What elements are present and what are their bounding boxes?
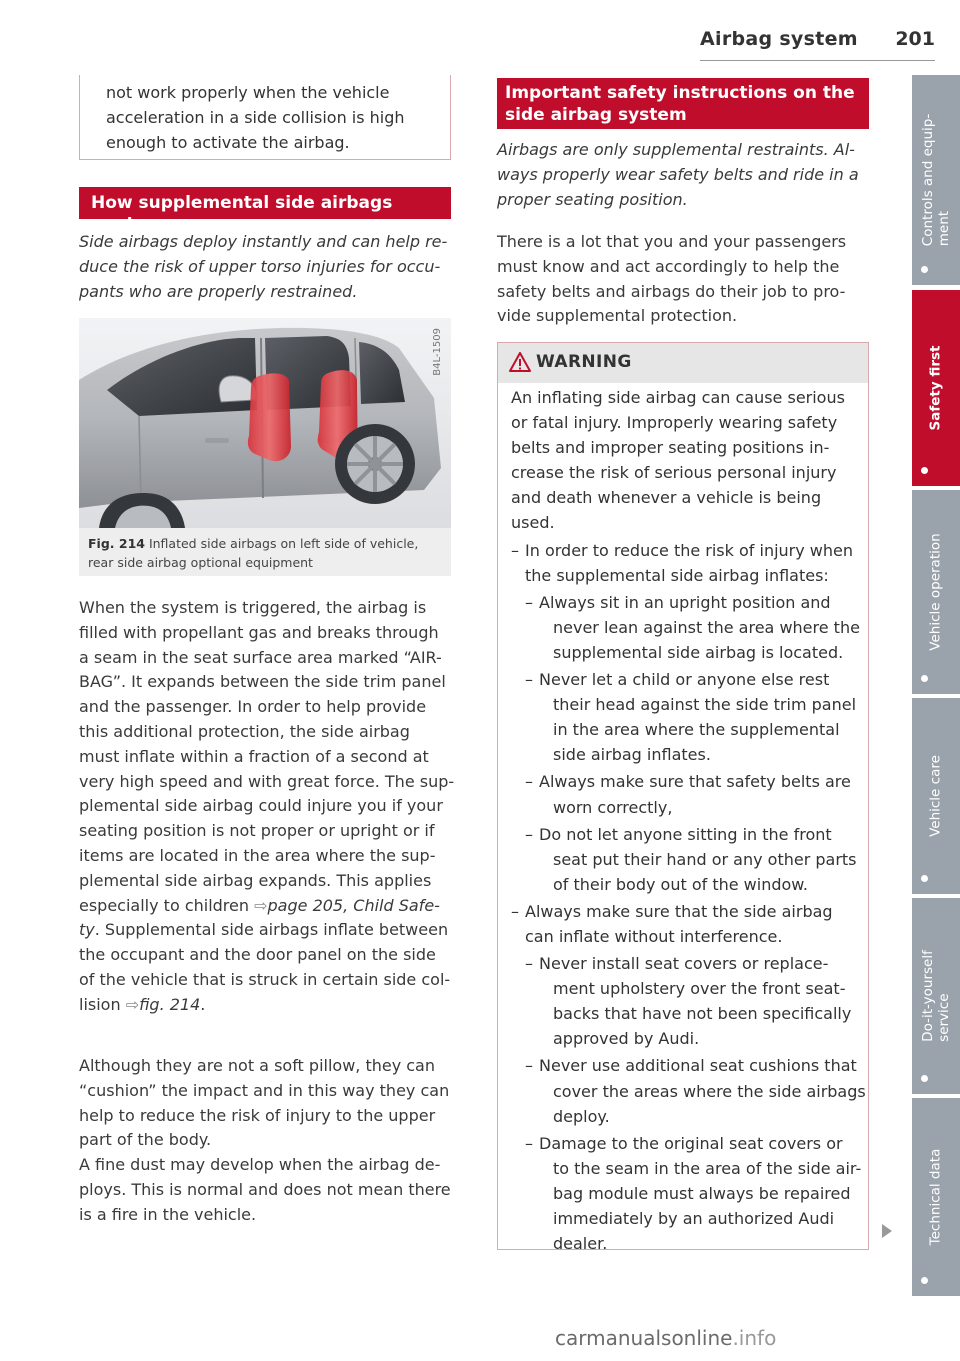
tab-dot-icon <box>921 1277 928 1284</box>
watermark-suffix: .info <box>732 1326 777 1350</box>
section1-paragraph-3 <box>79 1153 459 1227</box>
text-line: safety belts and airbags do their job to pro- <box>497 281 846 301</box>
text-line: and the passenger. In order to help provide <box>79 697 427 717</box>
section-heading-side-airbags-work <box>79 187 451 235</box>
caption-line: Inflated side airbags on left side of vehicle, <box>148 536 419 551</box>
text-line: Side airbags deploy instantly and can help re- <box>79 232 448 251</box>
section-heading-text: How supplemental side airbags work <box>91 193 393 235</box>
figure-side-airbags <box>79 318 451 528</box>
text-line: pants who are properly restrained. <box>79 281 358 301</box>
text-line: dealer. <box>553 1234 608 1254</box>
rear-wheel-spokes <box>347 436 403 492</box>
text-line: immediately by an authorized Audi <box>553 1209 835 1228</box>
bullet-line: – Always make sure that the side airbag <box>511 899 863 924</box>
text-line: help to reduce the risk of injury to the upper <box>79 1105 436 1125</box>
text-line: When the system is triggered, the airbag is <box>79 598 427 617</box>
text-line: must inflate within a fraction of a second at <box>79 746 429 766</box>
text-line: duce the risk of upper torso injuries for occu- <box>79 256 441 276</box>
figure-code: B4L-1509 <box>432 328 443 376</box>
text-line: supplemental side airbag is located. <box>553 642 844 662</box>
text-line: backs that have not been specifically <box>553 1004 852 1024</box>
sub-bullet-line: – Always sit in an upright position and <box>511 590 863 615</box>
text-line: side airbag inflates. <box>553 745 711 765</box>
text-line: very high speed and with great force. The sup- <box>79 771 455 791</box>
warning-body <box>511 385 866 1256</box>
warning-title: WARNING <box>536 352 632 372</box>
tab-label: Vehicle care <box>927 755 944 837</box>
text-line: ment upholstery over the front seat- <box>553 979 846 999</box>
continued-note-box <box>79 75 451 160</box>
text-line: proper seating position. <box>497 189 688 209</box>
cross-ref-arrow: ⇨ <box>125 994 140 1014</box>
text-line: plemental side airbag could injure you if your <box>79 796 443 816</box>
figure-label: Fig. 214 <box>88 536 145 551</box>
header-rule <box>700 60 935 61</box>
text-line: their head against the side trim panel <box>553 695 857 715</box>
section1-paragraph-2 <box>79 1054 459 1153</box>
text-line: this additional protection, the side airbag <box>79 721 410 741</box>
text-line: of their body out of the window. <box>553 874 808 894</box>
tab-label <box>920 114 952 246</box>
door-handle <box>205 438 229 443</box>
text-line: cover the areas where the side airbags <box>553 1081 866 1101</box>
text-line: is a fire in the vehicle. <box>79 1204 257 1224</box>
text-line: An inflating side airbag can cause serious <box>511 388 845 407</box>
sub-bullet-line: – Damage to the original seat covers or <box>511 1131 863 1156</box>
tab-label-line: Do-it-yourself <box>920 950 936 1042</box>
text-line: never lean against the area where the <box>553 617 860 637</box>
tab-label-line: ment <box>936 210 952 247</box>
watermark-main: carmanualsonline <box>555 1326 733 1350</box>
sub-bullet-line: – Never install seat covers or replace- <box>511 951 863 976</box>
tab-controls-and-equipment[interactable] <box>912 75 960 285</box>
text-line: deploy. <box>553 1106 610 1126</box>
cross-ref-child-safety[interactable]: page 205, Child Safe- <box>267 895 440 915</box>
section1-intro <box>79 230 459 304</box>
text-line: items are located in the area where the sup- <box>79 845 436 865</box>
tab-safety-first[interactable] <box>912 290 960 486</box>
tab-label-line: service <box>936 993 952 1042</box>
tab-dot-icon <box>921 875 928 882</box>
text-line: ways properly wear safety belts and ride in a <box>497 164 859 184</box>
text-line: the occupant and the door panel on the side <box>79 945 436 965</box>
text-line: a seam in the seat surface area marked “AIR- <box>79 647 442 667</box>
tab-dot-icon <box>921 467 928 474</box>
text-line: worn correctly, <box>553 797 673 817</box>
bullet-line: – In order to reduce the risk of injury when <box>511 538 863 563</box>
running-header <box>700 28 935 68</box>
sub-bullet-line: – Always make sure that safety belts are <box>511 769 863 794</box>
text-fragment: lision <box>79 994 126 1014</box>
text-line: must know and act accordingly to help the <box>497 256 840 276</box>
tab-technical-data[interactable] <box>912 1098 960 1296</box>
text-line: filled with propellant gas and breaks through <box>79 622 439 642</box>
text-line: crease the risk of serious personal injury <box>511 463 837 483</box>
cross-ref-arrow: ⇨ <box>254 895 268 915</box>
tab-label-line: Controls and equip- <box>920 113 936 247</box>
text-line: “cushion” the impact and in this way they can <box>79 1080 450 1100</box>
tab-label <box>920 950 952 1042</box>
text-fragment: especially to children <box>79 895 255 915</box>
text-line: There is a lot that you and your passengers <box>497 232 847 251</box>
text-line: ploys. This is normal and does not mean there <box>79 1179 451 1199</box>
sub-bullet-line: – Do not let anyone sitting in the front <box>511 822 863 847</box>
cross-ref-fig-214[interactable]: fig. 214 <box>139 994 201 1014</box>
text-line: part of the body. <box>79 1130 212 1150</box>
text-line: to the seam in the area of the side air- <box>553 1158 862 1178</box>
warning-header <box>498 343 868 383</box>
text-line: seating position is not proper or upright or if <box>79 821 435 841</box>
text-line: A fine dust may develop when the airbag de- <box>79 1155 441 1174</box>
text-line: and death whenever a vehicle is being <box>511 488 822 508</box>
tab-dot-icon <box>921 266 928 273</box>
header-title: Airbag system <box>700 28 858 50</box>
text-line: vide supplemental protection. <box>497 306 738 326</box>
section2-intro <box>497 138 877 212</box>
front-side-airbag <box>248 373 291 461</box>
text-line: the supplemental side airbag inflates: <box>525 565 829 585</box>
section-heading-text: Important safety instructions on the <box>505 83 855 103</box>
tab-do-it-yourself-service[interactable] <box>912 898 960 1094</box>
watermark <box>555 1326 776 1350</box>
caption-line: rear side airbag optional equipment <box>88 555 313 570</box>
warning-triangle-icon <box>509 352 531 372</box>
text-line-with-link <box>79 993 459 1018</box>
cross-ref-child-safety-cont[interactable]: ty <box>79 920 95 940</box>
car-illustration <box>79 318 451 528</box>
text-line-with-link <box>79 894 459 919</box>
text-line-with-link <box>79 918 459 943</box>
figure-caption <box>88 534 448 572</box>
tab-label: Vehicle operation <box>927 533 944 651</box>
text-line: bag module must always be repaired <box>553 1183 851 1203</box>
text-line: approved by Audi. <box>553 1029 700 1049</box>
continued-arrow-icon <box>882 1224 892 1238</box>
sub-bullet-line: – Never let a child or anyone else rest <box>511 667 863 692</box>
text-line: Airbags are only supplemental restraints. Al- <box>497 140 855 159</box>
text-line: in the area where the supplemental <box>553 720 840 740</box>
text-line: of the vehicle that is struck in certain side col- <box>79 969 451 989</box>
page-number: 201 <box>895 28 935 50</box>
sub-bullet-line: – Never use additional seat cushions that <box>511 1053 863 1078</box>
text-line: seat put their hand or any other parts <box>553 849 857 869</box>
section2-paragraph <box>497 230 877 329</box>
section1-paragraph-1 <box>79 596 459 1018</box>
section-heading-text: side airbag system <box>505 105 687 125</box>
text-line: or fatal injury. Improperly wearing safety <box>511 413 838 433</box>
tab-dot-icon <box>921 1075 928 1082</box>
tab-label: Safety first <box>927 345 944 431</box>
text-line: enough to activate the airbag. <box>106 133 350 152</box>
text-fragment: . <box>200 994 206 1014</box>
figure-caption-box <box>79 528 451 576</box>
tab-dot-icon <box>921 675 928 682</box>
text-line: not work properly when the vehicle <box>106 83 390 102</box>
text-line: can inflate without interference. <box>525 926 783 946</box>
section-heading-safety-instructions <box>497 78 869 129</box>
text-line: BAG”. It expands between the side trim panel <box>79 672 446 692</box>
text-line: used. <box>511 513 555 533</box>
text-fragment: . Supplemental side airbags inflate between <box>94 920 449 940</box>
warning-box <box>497 342 869 1254</box>
tab-vehicle-operation[interactable] <box>912 490 960 694</box>
text-line: belts and improper seating positions in- <box>511 438 830 458</box>
continued-note-text <box>106 80 446 155</box>
tab-vehicle-care[interactable] <box>912 698 960 894</box>
tab-label: Technical data <box>927 1148 944 1246</box>
text-line: Although they are not a soft pillow, they can <box>79 1056 435 1075</box>
text-line: acceleration in a side collision is high <box>106 108 405 127</box>
text-line: plemental side airbag expands. This applies <box>79 870 432 890</box>
